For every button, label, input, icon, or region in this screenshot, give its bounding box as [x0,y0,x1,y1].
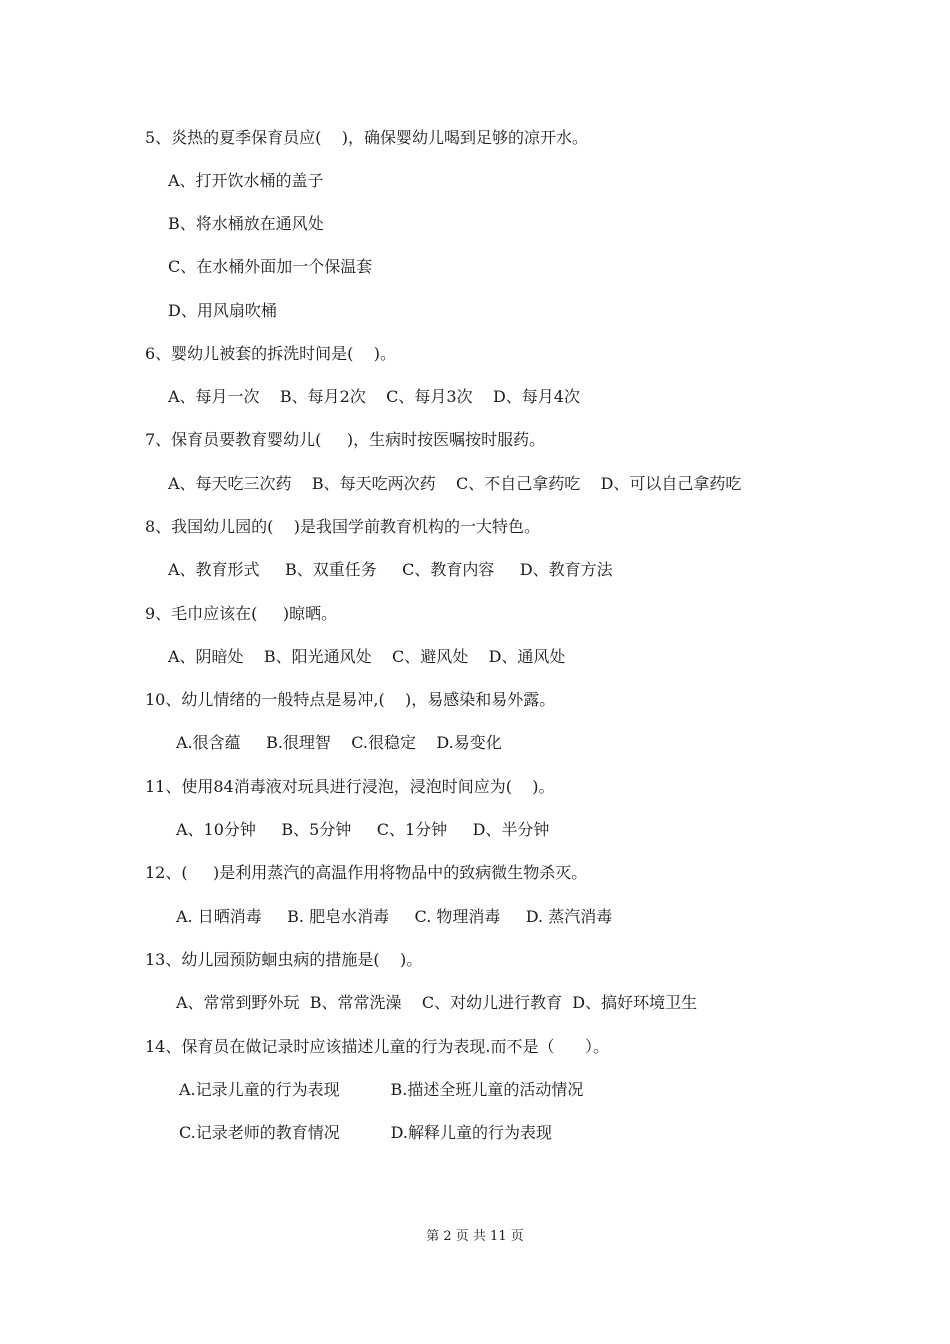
option-line: A.很含蕴 B.很理智 C.很稳定 D.易变化 [176,733,502,752]
question-stem: 10、幼儿情绪的一般特点是易冲,( )，易感染和易外露。 [145,690,556,709]
question-stem: 11、使用84消毒液对玩具进行浸泡，浸泡时间应为( )。 [145,777,555,796]
option-line: A、常常到野外玩 B、常常洗澡 C、对幼儿进行教育 D、搞好环境卫生 [176,993,698,1012]
option-line: A. 日晒消毒 B. 肥皂水消毒 C. 物理消毒 D. 蒸汽消毒 [176,907,613,926]
option-line: A、每天吃三次药 B、每天吃两次药 C、不自己拿药吃 D、可以自己拿药吃 [168,474,742,493]
option-line: D、用风扇吹桶 [168,301,277,320]
option-line: A.记录儿童的行为表现 B.描述全班儿童的活动情况 [179,1080,584,1099]
option-line: A、阴暗处 B、阳光通风处 C、避风处 D、通风处 [168,647,566,666]
question-stem: 8、我国幼儿园的( )是我国学前教育机构的一大特色。 [145,517,541,536]
question-stem: 5、炎热的夏季保育员应( )，确保婴幼儿喝到足够的凉开水。 [145,128,589,147]
question-stem: 12、( )是利用蒸汽的高温作用将物品中的致病微生物杀灭。 [145,863,588,882]
question-stem: 13、幼儿园预防蛔虫病的措施是( )。 [145,950,423,969]
page-number: 第 2 页 共 11 页 [426,1229,524,1244]
question-stem: 6、婴幼儿被套的拆洗时间是( )。 [145,344,397,363]
option-line: C.记录老师的教育情况 D.解释儿童的行为表现 [179,1123,552,1142]
option-line: A、教育形式 B、双重任务 C、教育内容 D、教育方法 [168,560,613,579]
option-line: B、将水桶放在通风处 [168,214,324,233]
question-stem: 7、保育员要教育婴幼儿( )，生病时按医嘱按时服药。 [145,430,546,449]
question-stem: 14、保育员在做记录时应该描述儿童的行为表现.而不是（ ）。 [145,1037,609,1056]
option-line: C、在水桶外面加一个保温套 [168,257,373,276]
option-line: A、打开饮水桶的盖子 [168,171,324,190]
question-stem: 9、毛巾应该在( )晾晒。 [145,604,338,623]
option-line: A、10分钟 B、5分钟 C、1分钟 D、半分钟 [176,820,550,839]
option-line: A、每月一次 B、每月2次 C、每月3次 D、每月4次 [168,387,580,406]
